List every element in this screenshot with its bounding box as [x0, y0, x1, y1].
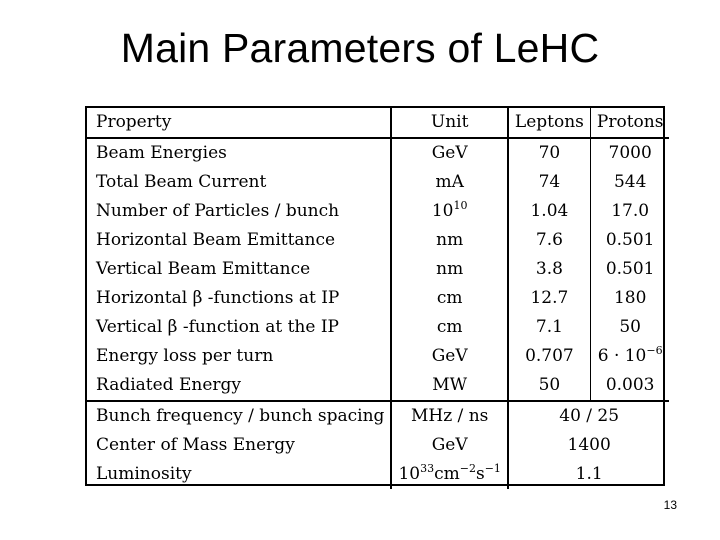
row-unit: GeV	[391, 138, 507, 168]
row-property: Center of Mass Energy	[87, 431, 391, 460]
row-property: Total Beam Current	[87, 168, 391, 197]
row-protons: 180	[613, 288, 647, 308]
row-property: Luminosity	[87, 460, 391, 489]
row-unit	[391, 197, 507, 226]
parameters-table	[85, 106, 665, 486]
row-unit: MHz / ns	[391, 401, 507, 431]
table-row	[87, 371, 669, 401]
protons-base: 6 · 10	[597, 346, 647, 366]
row-protons: 50	[619, 317, 641, 337]
slide-title: Main Parameters of LeHC	[120, 25, 600, 71]
unit-exponent: 33	[420, 462, 435, 475]
row-property: Horizontal β -functions at IP	[87, 284, 391, 313]
row-property: Vertical β -function at the IP	[87, 313, 391, 342]
unit-exponent: −2	[459, 462, 476, 475]
page-number: 13	[663, 498, 677, 512]
row-unit	[391, 460, 507, 489]
row-property: Horizontal Beam Emittance	[87, 226, 391, 255]
table-row	[87, 197, 669, 226]
header-leptons: Leptons	[508, 108, 590, 138]
table-row	[87, 138, 669, 168]
row-unit: cm	[391, 313, 507, 342]
unit-part: 10	[398, 464, 421, 484]
row-leptons: 1.04	[508, 197, 590, 226]
unit-base: 10	[431, 201, 454, 221]
table-row	[87, 431, 669, 460]
row-leptons: 74	[508, 168, 590, 197]
table-row	[87, 284, 669, 313]
unit-exponent: 10	[453, 199, 468, 212]
table-row	[87, 401, 669, 431]
row-property: Vertical Beam Emittance	[87, 255, 391, 284]
table-row	[87, 255, 669, 284]
row-leptons: 50	[508, 371, 590, 401]
row-property: Number of Particles / bunch	[87, 197, 391, 226]
protons-exponent: −6	[646, 344, 663, 357]
row-unit: MW	[391, 371, 507, 401]
unit-part: cm	[434, 464, 460, 484]
row-shared-value: 1.1	[575, 464, 603, 484]
table-row	[87, 460, 669, 489]
row-leptons: 7.6	[508, 226, 590, 255]
row-protons: 7000	[608, 143, 652, 163]
table-row	[87, 342, 669, 371]
row-shared-value: 1400	[567, 435, 611, 455]
row-leptons: 0.707	[508, 342, 590, 371]
row-protons	[590, 342, 669, 371]
row-shared-value: 40 / 25	[508, 401, 670, 431]
unit-exponent: −1	[484, 462, 501, 475]
table-row	[87, 226, 669, 255]
row-leptons: 12.7	[508, 284, 590, 313]
row-protons: 0.003	[605, 375, 655, 395]
header-unit: Unit	[391, 108, 507, 138]
unit-part: s	[475, 464, 485, 484]
header-protons: Protons	[590, 108, 669, 138]
row-property: Radiated Energy	[87, 371, 391, 401]
row-protons: 544	[613, 172, 647, 192]
row-property: Bunch frequency / bunch spacing	[87, 401, 391, 431]
row-unit: mA	[391, 168, 507, 197]
table-header-row	[87, 108, 669, 138]
row-leptons: 3.8	[508, 255, 590, 284]
header-property: Property	[87, 108, 391, 138]
row-property: Beam Energies	[87, 138, 391, 168]
table-row	[87, 313, 669, 342]
row-leptons: 70	[508, 138, 590, 168]
row-unit: nm	[391, 226, 507, 255]
row-unit: GeV	[391, 431, 507, 460]
row-property: Energy loss per turn	[87, 342, 391, 371]
row-unit: cm	[391, 284, 507, 313]
row-protons: 0.501	[605, 259, 655, 279]
table-row	[87, 168, 669, 197]
row-leptons: 7.1	[508, 313, 590, 342]
row-protons: 17.0	[611, 201, 650, 221]
row-protons: 0.501	[605, 230, 655, 250]
row-unit: nm	[391, 255, 507, 284]
row-unit: GeV	[391, 342, 507, 371]
